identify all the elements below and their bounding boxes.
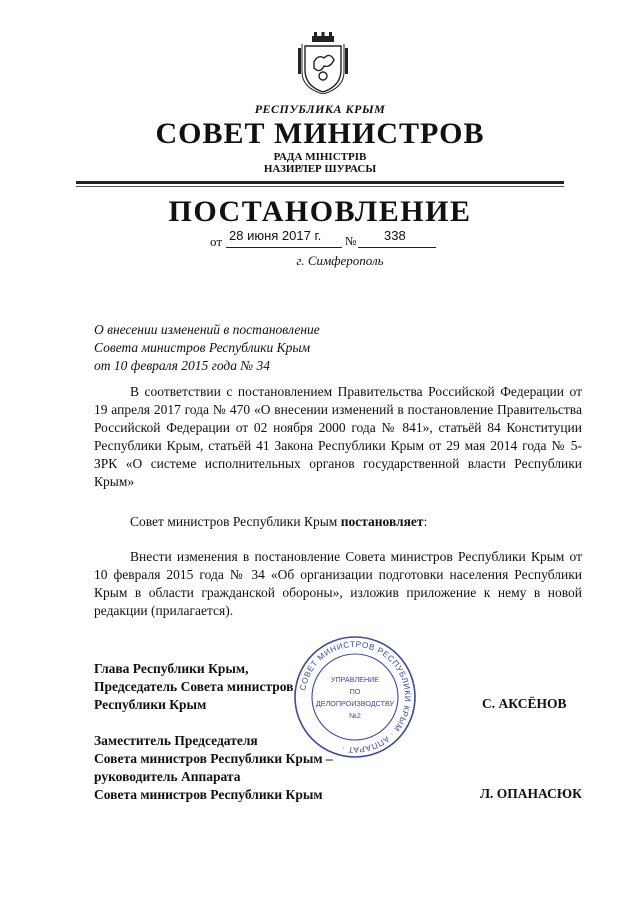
stamp-ring-text: СОВЕТ МИНИСТРОВ РЕСПУБЛИКИ КРЫМ · АППАРАТ ·	[298, 639, 413, 755]
document-number: 338	[384, 228, 406, 243]
signature-title-line: Республики Крым	[94, 697, 207, 712]
signature-block-head	[94, 660, 293, 714]
signature-title-line: руководитель Аппарата	[94, 769, 241, 784]
signatory-name-deputy: Л. ОПАНАСЮК	[480, 786, 582, 801]
stamp-text-line: ПО	[349, 687, 361, 696]
stamp-text-line: УПРАВЛЕНИЕ	[330, 675, 380, 684]
signature-title-line: Глава Республики Крым,	[94, 661, 249, 676]
body-paragraph-decision: Внести изменения в постановление Совета министров Республики Крым от 10 февраля 2015 года № 34 «Об организации подготовки населения Республики Крым в области гражданской обороны», изложив приложение к нему в новой редакции (прилагается).	[94, 549, 582, 618]
signature-title-line: Совета министров Республики Крым –	[94, 751, 333, 766]
signature-title-line: Председатель Совета министров	[94, 679, 294, 694]
republic-name: РЕСПУБЛИКА КРЫМ	[254, 102, 386, 116]
body-paragraph-basis: В соответствии с постановлением Правительства Российской Федерации от 19 апреля 2017 года № 470 «О внесении изменений в постановление Правительства Российской Федерации от 02 ноября 2000 года № 841», статьёй 84 Конституции Республики Крым, статьёй 41 Закона Республики Крым от 29 мая 2014 года № 5-ЗРК «О системе исполнительных органов государственной власти Республики Крым»	[94, 384, 582, 489]
document-date: 28 июня 2017 г.	[229, 228, 322, 243]
number-sign: №	[345, 234, 357, 248]
header-divider-thin	[76, 186, 564, 187]
official-stamp	[292, 634, 418, 760]
resolves-keyword: постановляет	[340, 514, 424, 529]
crimea-coat-of-arms-icon	[296, 32, 350, 94]
council-title-crimean-tatar: НАЗИРЛЕР ШУРАСЫ	[263, 163, 377, 175]
header-divider	[76, 181, 564, 184]
stamp-text-line: №2	[349, 711, 361, 720]
date-number-row	[210, 228, 440, 250]
stamp-text-line: ДЕЛОПРОИЗВОДСТВУ	[315, 699, 395, 708]
document-city: г. Симферополь	[296, 253, 384, 268]
signatory-name-head: С. АКСЁНОВ	[482, 696, 567, 711]
subject-line: О внесении изменений в постановление	[94, 322, 320, 337]
signature-title-line: Заместитель Председателя	[94, 733, 258, 748]
council-title-ukrainian: РАДА МІНІСТРІВ	[273, 151, 367, 163]
body-paragraph-resolves	[94, 513, 582, 531]
document-type-title: ПОСТАНОВЛЕНИЕ	[168, 195, 472, 228]
subject-line: от 10 февраля 2015 года № 34	[94, 358, 270, 373]
council-title: СОВЕТ МИНИСТРОВ	[155, 117, 485, 150]
subject-line: Совета министров Республики Крым	[94, 340, 311, 355]
number-underline	[358, 247, 436, 248]
signature-title-line: Совета министров Республики Крым	[94, 787, 323, 802]
resolves-text: Совет министров Республики Крым	[130, 514, 341, 529]
date-prefix: от	[210, 234, 223, 249]
date-underline	[226, 247, 342, 248]
svg-text:СОВЕТ МИНИСТРОВ РЕСПУБЛИКИ КРЫ	[298, 640, 412, 754]
document-subject	[94, 321, 320, 375]
resolves-colon: :	[423, 514, 428, 529]
